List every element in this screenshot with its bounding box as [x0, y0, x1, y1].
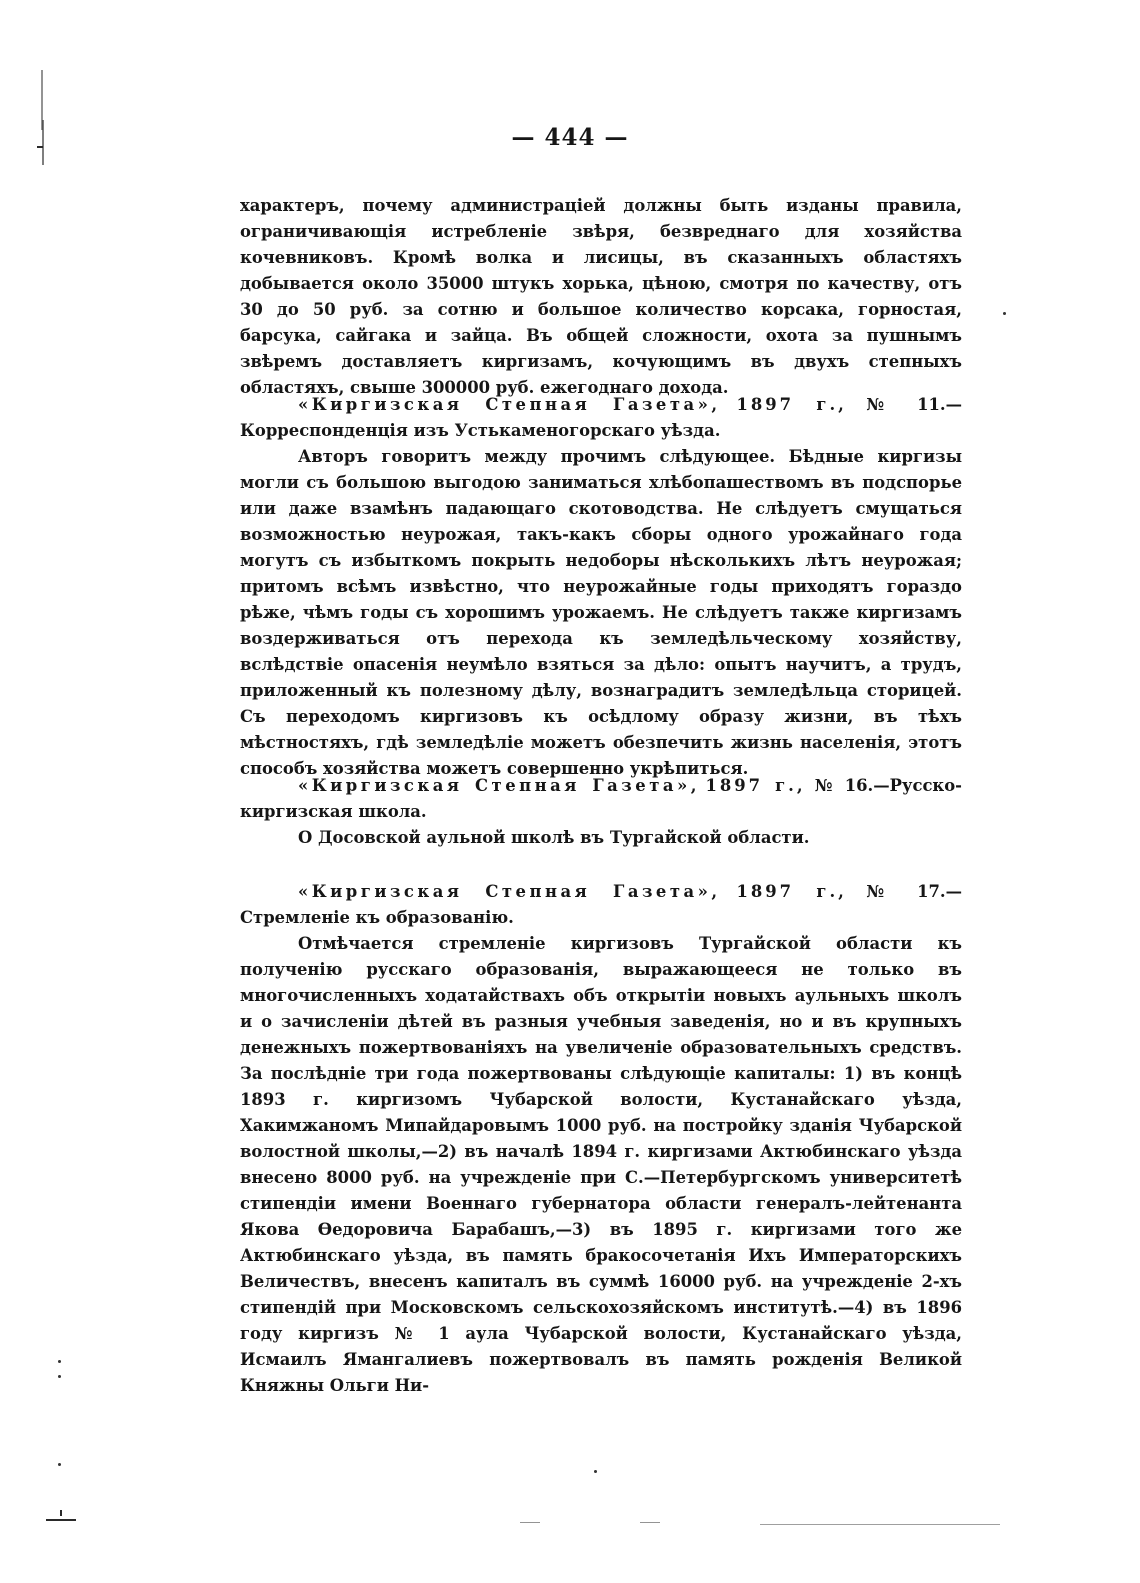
entry-source: «Киргизская Степная Газета» [298, 882, 712, 901]
entry-3 [240, 879, 962, 1399]
entry-number: № 17. [866, 882, 946, 901]
scan-margin-mark [520, 1522, 540, 1523]
scan-speck [58, 1360, 61, 1363]
continuation-text: характеръ, почему администраціей должны быть изданы правила, ограничивающія истребленіе звѣря, безвреднаго для хозяйства кочевниковъ. Кромѣ волка и лисицы, въ сказанныхъ областяхъ добывается около 35000 штукъ хорька, цѣною, смотря по качеству, отъ 30 до 50 руб. за сотню и большое количество корсака, горностая, барсука, сайгака и зайца. Въ общей сложности, охота за пушнымъ звѣремъ доставляетъ киргизамъ, кочующимъ въ двухъ степныхъ областяхъ, свыше 300000 руб. ежегоднаго дохода. [240, 196, 962, 397]
entry-source: «Киргизская Степная Газета» [298, 776, 691, 795]
scan-speck [58, 1463, 61, 1466]
entry-2 [240, 773, 962, 851]
entry-number: № 16. [814, 776, 874, 795]
continuation-block [240, 193, 962, 401]
scan-speck [1003, 312, 1006, 315]
scan-margin-mark [640, 1522, 660, 1523]
entry-heading: «Киргизская Степная Газета», 1897 г., № 16.—Русско-киргизская школа. [240, 776, 962, 821]
entry-number: № 11. [866, 395, 946, 414]
scan-speck [594, 1470, 597, 1473]
scan-margin-mark [60, 1510, 62, 1516]
entry-subject: —Стремленіе къ образованію. [240, 882, 962, 927]
entry-year: 1897 г., [705, 776, 806, 795]
entry-subject: —Русско-киргизская школа. [240, 776, 962, 821]
entry-body: О Досовской аульной школѣ въ Тургайской области. [298, 828, 810, 847]
scan-margin-mark [760, 1524, 1000, 1525]
scan-speck [58, 1375, 61, 1378]
entry-heading: «Киргизская Степная Газета», 1897 г., № 11.—Корреспонденція изъ Устькаменогорскаго уѣзда. [240, 395, 962, 440]
entry-year: 1897 г., [736, 395, 847, 414]
entry-subject: —Корреспонденція изъ Устькаменогорскаго уѣзда. [240, 395, 962, 440]
entry-source: «Киргизская Степная Газета» [298, 395, 712, 414]
entry-year: 1897 г., [736, 882, 847, 901]
entry-1 [240, 392, 962, 782]
entry-body: Отмѣчается стремленіе киргизовъ Тургайской области къ полученію русскаго образованія, выражающееся не только въ многочисленныхъ ходатайствахъ объ открытіи новыхъ аульныхъ школъ и о зачисленіи дѣтей въ разныя учебныя заведенія, но и въ крупныхъ денежныхъ пожертвованіяхъ на увеличеніе образовательныхъ средствъ. За послѣдніе три года пожертвованы слѣдующіе капиталы: 1) въ концѣ 1893 г. киргизомъ Чубарской волости, Кустанайскаго уѣзда, Хакимжаномъ Мипайдаровымъ 1000 руб. на постройку зданія Чубарской волостной школы,—2) въ началѣ 1894 г. киргизами Актюбинскаго уѣзда внесено 8000 руб. на учрежденіе при С.—Петербургскомъ университетѣ стипендіи имени Военнаго губернатора области генералъ-лейтенанта Якова Ѳедоровича Барабашъ,—3) въ 1895 г. киргизами того же Актюбинскаго уѣзда, въ память бракосочетанія Ихъ Императорскихъ Величествъ, внесенъ капиталъ въ суммѣ 16000 руб. на учрежденіе 2-хъ стипендій при Московскомъ сельскохозяйскомъ институтѣ.—4) въ 1896 году киргизъ № 1 аула Чубарской волости, Кустанайскаго уѣзда, Исмаилъ Ямангалиевъ пожертвовалъ въ память рожденія Великой Княжны Ольги Ни- [240, 934, 962, 1395]
scan-margin-mark [46, 1519, 76, 1521]
scan-margin-mark [42, 120, 44, 165]
entry-body: Авторъ говоритъ между прочимъ слѣдующее. Бѣдные киргизы могли съ большою выгодою заниматься хлѣбопашествомъ въ подспорье или даже взамѣнъ падающаго скотоводства. Не слѣдуетъ смущаться возможностью неурожая, такъ-какъ сборы одного урожайнаго года могутъ съ избыткомъ покрыть недоборы нѣсколькихъ лѣтъ неурожая; притомъ всѣмъ извѣстно, что неурожайные годы приходятъ гораздо рѣже, чѣмъ годы съ хорошимъ урожаемъ. Не слѣдуетъ также киргизамъ воздерживаться отъ перехода къ земледѣльческому хозяйству, вслѣдствіе опасенія неумѣло взяться за дѣло: опытъ научитъ, а трудъ, приложенный къ полезному дѣлу, вознаградитъ земледѣльца сторицей. Съ переходомъ киргизовъ къ осѣдлому образу жизни, въ тѣхъ мѣстностяхъ, гдѣ земледѣліе можетъ обезпечить жизнь населенія, этотъ способъ хозяйства можетъ совершенно укрѣпиться. [240, 447, 962, 778]
entry-heading: «Киргизская Степная Газета», 1897 г., № 17.—Стремленіе къ образованію. [240, 882, 962, 927]
page-number: — 444 — [511, 124, 629, 151]
